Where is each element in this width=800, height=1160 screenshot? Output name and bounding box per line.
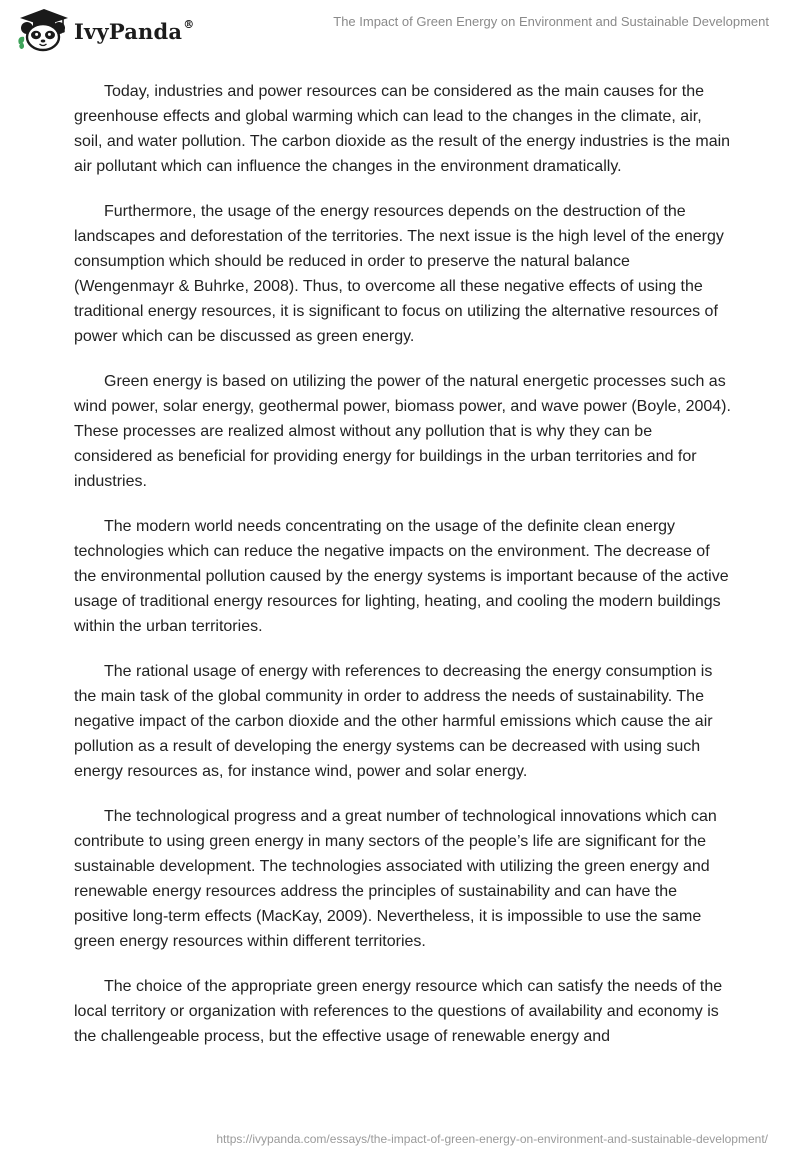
ivypanda-logo[interactable] xyxy=(14,8,194,52)
paragraph: The modern world needs concentrating on the usage of the definite clean energy technologies which can reduce the negative impacts on the environment. The decrease of the environmental pollution caused by the energy systems is important because of the active usage of traditional energy resources for lighting, heating, and cooling the modern buildings within the urban territories. xyxy=(74,518,729,635)
paragraph: Today, industries and power resources can be considered as the main causes for the greenhouse effects and global warming which can lead to the changes in the climate, air, soil, and water pollution. The carbon dioxide as the result of the energy industries is the main air pollutant which can influence the changes in the environment dramatically. xyxy=(74,83,731,175)
essay-body xyxy=(74,79,734,1069)
page-header xyxy=(0,0,800,60)
source-url[interactable]: https://ivypanda.com/essays/the-impact-of-green-energy-on-environment-and-sustainable-development/ xyxy=(216,1132,768,1146)
document-title: The Impact of Green Energy on Environment and Sustainable Development xyxy=(333,14,769,29)
paragraph: The rational usage of energy with references to decreasing the energy consumption is the main task of the global community in order to address the needs of sustainability. The negative impact of the carbon dioxide and the other harmful emissions which cause the air pollution as a result of developing the energy systems can be decreased with using such energy resources as, for instance wind, power and solar energy. xyxy=(74,663,713,780)
paragraph: Furthermore, the usage of the energy resources depends on the destruction of the landscapes and deforestation of the territories. The next issue is the high level of the energy consumption which should be reduced in order to preserve the natural balance (Wengenmayr & Buhrke, 2008). Thus, to overcome all these negative effects of using the traditional energy resources, it is significant to focus on utilizing the alternative resources of power which can be discussed as green energy. xyxy=(74,203,724,345)
paragraph: The technological progress and a great number of technological innovations which can contribute to using green energy in many sectors of the people’s life are significant for the sustainable development. The technologies associated with utilizing the green energy and renewable energy resources address the principles of sustainability and can have the positive long-term effects (MacKay, 2009). Nevertheless, it is impossible to use the same green energy resources within different territories. xyxy=(74,808,717,950)
logo-wordmark: IvyPanda® xyxy=(74,17,195,44)
panda-graduate-icon xyxy=(14,8,70,52)
paragraph: The choice of the appropriate green energy resource which can satisfy the needs of the local territory or organization with references to the questions of availability and economy is the challengeable process, but the effective usage of renewable energy and xyxy=(74,978,723,1045)
paragraph: Green energy is based on utilizing the power of the natural energetic processes such as wind power, solar energy, geothermal power, biomass power, and wave power (Boyle, 2004). These processes are realized almost without any pollution that is why they can be considered as beneficial for providing energy for buildings in the urban territories and for industries. xyxy=(74,373,731,490)
